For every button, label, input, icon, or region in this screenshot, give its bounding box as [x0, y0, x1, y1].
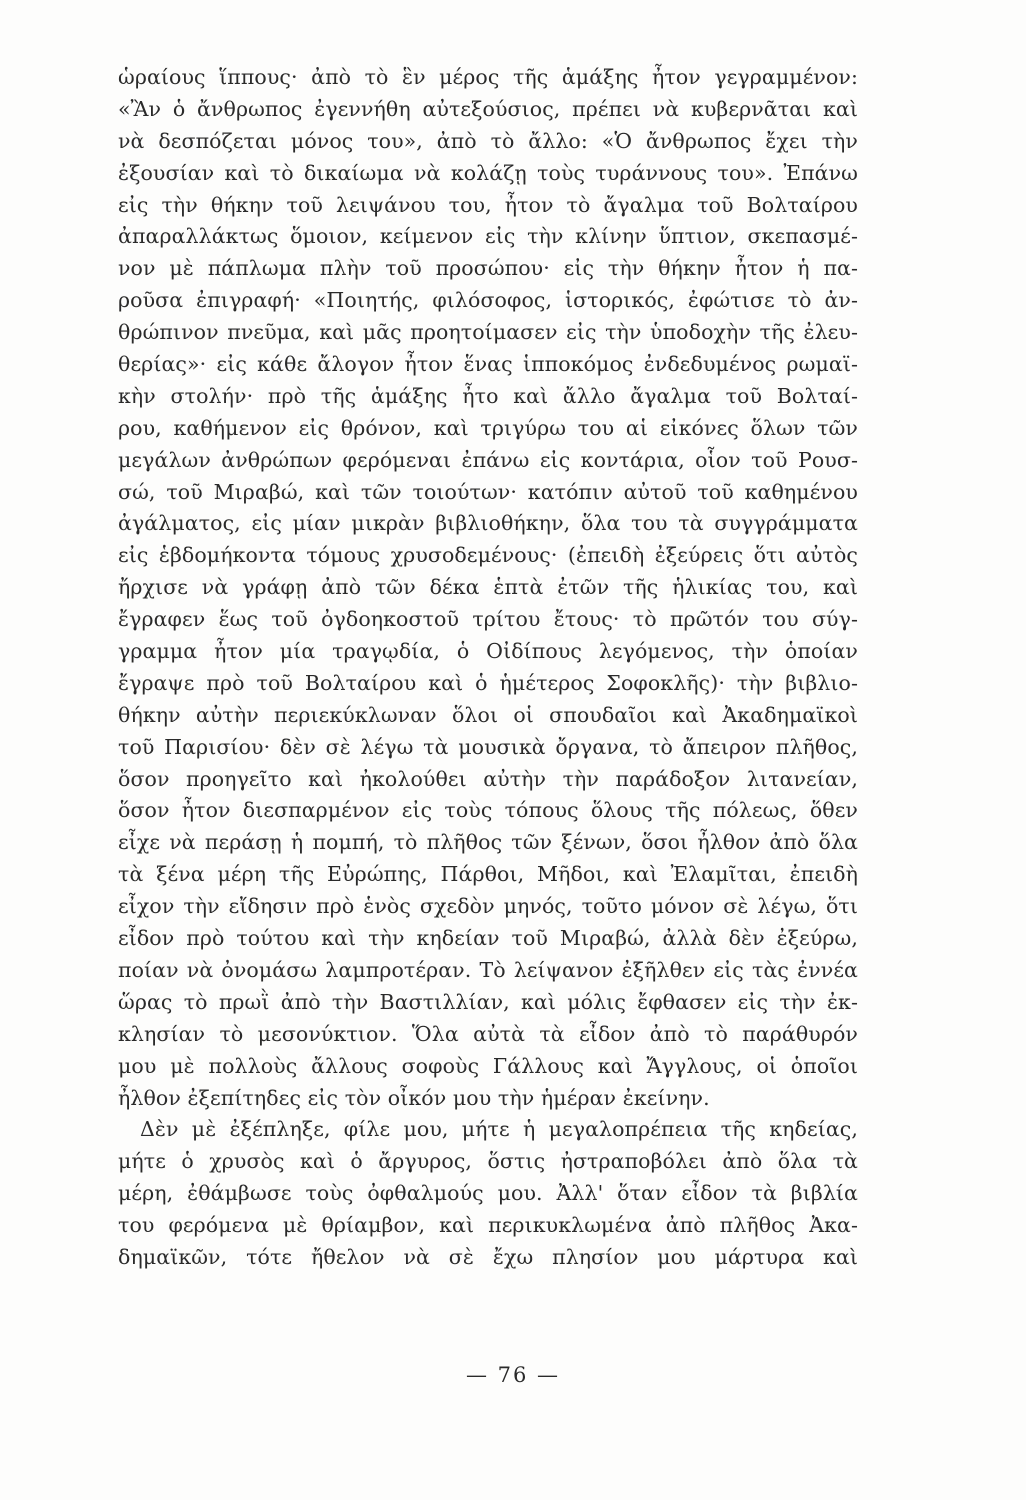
text-line: κλησίαν τὸ μεσονύκτιον. Ὅλα αὐτὰ τὰ εἶδον ἀπὸ τὸ παράθυρόν: [118, 1021, 858, 1046]
text-line: ἤρχισε νὰ γράφῃ ἀπὸ τῶν δέκα ἑπτὰ ἐτῶν τῆς ἡλικίας του, καὶ: [118, 575, 858, 600]
text-line: ἔγραφεν ἕως τοῦ ὀγδοηκοστοῦ τρίτου ἔτους· τὸ πρῶτόν του σύγ-: [118, 607, 858, 632]
text-line: ρου, καθήμενον εἰς θρόνον, καὶ τριγύρω του αἱ εἰκόνες ὅλων τῶν: [118, 415, 858, 440]
text-line: νὰ δεσπόζεται μόνος του», ἀπὸ τὸ ἄλλο: «Ὁ ἄνθρωπος ἔχει τὴν: [118, 128, 858, 153]
page-number: — 76 —: [465, 1363, 561, 1387]
text-line: ἔγραψε πρὸ τοῦ Βολταίρου καὶ ὁ ἡμέτερος Σοφοκλῆς)· τὴν βιβλιο-: [118, 670, 858, 695]
text-line: ἦλθον ἐξεπίτηδες εἰς τὸν οἶκόν μου τὴν ἡμέραν ἐκείνην.: [118, 1085, 710, 1110]
text-line: ὅσον προηγεῖτο καὶ ἠκολούθει αὐτὴν τὴν παράδοξον λιτανείαν,: [118, 766, 858, 791]
text-line: τὰ ξένα μέρη τῆς Εὐρώπης, Πάρθοι, Μῆδοι, καὶ Ἐλαμῖται, ἐπειδὴ: [118, 862, 858, 887]
text-line: ἐξουσίαν καὶ τὸ δικαίωμα νὰ κολάζῃ τοὺς τυράννους του». Ἐπάνω: [118, 160, 858, 185]
text-line: «Ἂν ὁ ἄνθρωπος ἐγεννήθη αὐτεξούσιος, πρέπει νὰ κυβερνᾶται καὶ: [118, 96, 858, 121]
text-line: μου μὲ πολλοὺς ἄλλους σοφοὺς Γάλλους καὶ Ἄγγλους, οἱ ὁποῖοι: [118, 1053, 858, 1078]
text-line: εἰς τὴν θήκην τοῦ λειψάνου του, ἦτον τὸ ἄγαλμα τοῦ Βολταίρου: [118, 192, 858, 217]
text-line: εἶχε νὰ περάσῃ ἡ πομπή, τὸ πλῆθος τῶν ξένων, ὅσοι ἦλθον ἀπὸ ὅλα: [118, 830, 858, 855]
text-line: κὴν στολήν· πρὸ τῆς ἁμάξης ἦτο καὶ ἄλλο ἄγαλμα τοῦ Βολταί-: [118, 383, 858, 408]
text-line: δημαϊκῶν, τότε ἤθελον νὰ σὲ ἔχω πλησίον μου μάρτυρα καὶ: [118, 1244, 858, 1269]
text-line: ἀπαραλλάκτως ὅμοιον, κείμενον εἰς τὴν κλίνην ὕπτιον, σκεπασμέ-: [118, 224, 858, 249]
text-line: ποίαν νὰ ὀνομάσω λαμπροτέραν. Τὸ λείψανον ἐξῆλθεν εἰς τὰς ἐννέα: [118, 957, 858, 982]
text-line: του φερόμενα μὲ θρίαμβον, καὶ περικυκλωμένα ἀπὸ πλῆθος Ἀκα-: [118, 1213, 858, 1238]
text-line: εἰς ἑβδομήκοντα τόμους χρυσοδεμένους· (ἐπειδὴ ἐξεύρεις ὅτι αὐτὸς: [118, 543, 858, 568]
text-line: ροῦσα ἐπιγραφή· «Ποιητής, φιλόσοφος, ἱστορικός, ἐφώτισε τὸ ἀν-: [118, 288, 858, 313]
text-line: εἶχον τὴν εἴδησιν πρὸ ἑνὸς σχεδὸν μηνός, τοῦτο μόνον σὲ λέγω, ὅτι: [118, 894, 858, 919]
text-line: ὥρας τὸ πρωῒ ἀπὸ τὴν Βαστιλλίαν, καὶ μόλις ἔφθασεν εἰς τὴν ἐκ-: [118, 989, 858, 1014]
text-line: νον μὲ πάπλωμα πλὴν τοῦ προσώπου· εἰς τὴν θήκην ἦτον ἡ πα-: [118, 256, 858, 281]
text-line: μεγάλων ἀνθρώπων φερόμεναι ἐπάνω εἰς κοντάρια, οἷον τοῦ Ρουσ-: [118, 447, 858, 472]
text-line: ἀγάλματος, εἰς μίαν μικρὰν βιβλιοθήκην, ὅλα του τὰ συγγράμματα: [118, 511, 858, 536]
body-text: [118, 62, 858, 1274]
text-line: σώ, τοῦ Μιραβώ, καὶ τῶν τοιούτων· κατόπιν αὐτοῦ τοῦ καθημένου: [118, 479, 858, 504]
text-line: θήκην αὐτὴν περιεκύκλωναν ὅλοι οἱ σπουδαῖοι καὶ Ἀκαδημαϊκοὶ: [118, 702, 858, 727]
text-line: τοῦ Παρισίου· δὲν σὲ λέγω τὰ μουσικὰ ὄργανα, τὸ ἄπειρον πλῆθος,: [118, 734, 858, 759]
text-line: θερίας»· εἰς κάθε ἄλογον ἦτον ἕνας ἱπποκόμος ἐνδεδυμένος ρωμαϊ-: [118, 352, 858, 377]
text-line: εἶδον πρὸ τούτου καὶ τὴν κηδείαν τοῦ Μιραβώ, ἀλλὰ δὲν ἐξεύρω,: [118, 926, 858, 951]
text-line: ὡραίους ἵππους· ἀπὸ τὸ ἓν μέρος τῆς ἁμάξης ἦτον γεγραμμένον:: [118, 65, 858, 89]
text-line: μήτε ὁ χρυσὸς καὶ ὁ ἄργυρος, ὅστις ἠστραποβόλει ἀπὸ ὅλα τὰ: [118, 1149, 858, 1174]
text-line: Δὲν μὲ ἐξέπληξε, φίλε μου, μήτε ἡ μεγαλοπρέπεια τῆς κηδείας,: [140, 1117, 858, 1142]
text-line: θρώπινον πνεῦμα, καὶ μᾶς προητοίμασεν εἰς τὴν ὑποδοχὴν τῆς ἐλευ-: [118, 320, 858, 345]
text-line: μέρη, ἐθάμβωσε τοὺς ὀφθαλμούς μου. Ἀλλ' ὅταν εἶδον τὰ βιβλία: [118, 1181, 858, 1206]
text-line: ὅσον ἦτον διεσπαρμένον εἰς τοὺς τόπους ὅλους τῆς πόλεως, ὅθεν: [118, 798, 858, 823]
text-line: γραμμα ἦτον μία τραγῳδία, ὁ Οἰδίπους λεγόμενος, τὴν ὁποίαν: [118, 639, 858, 664]
